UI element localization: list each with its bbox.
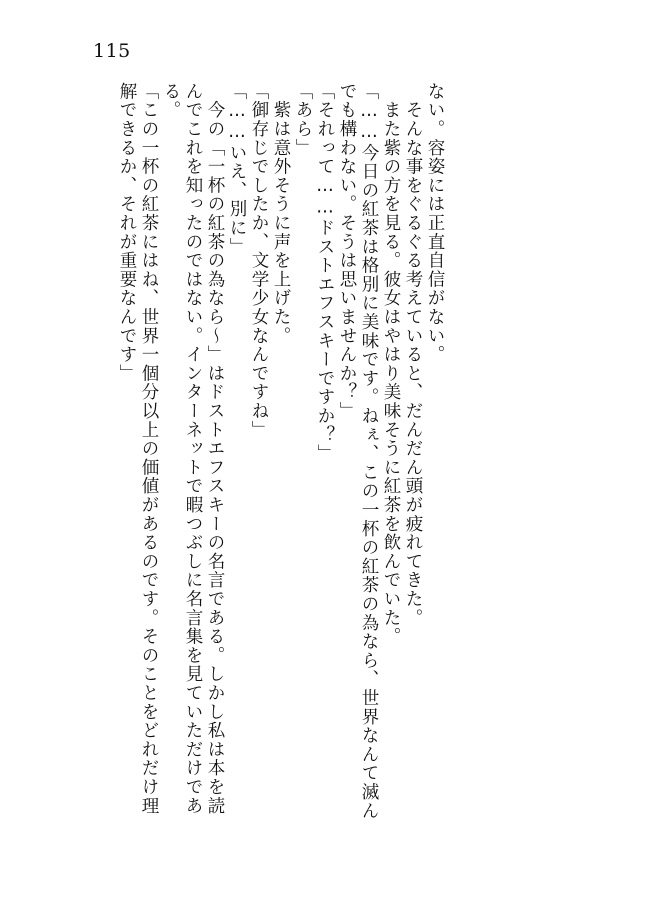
text-line: ない。容姿には正直自信がない。	[425, 82, 445, 364]
text-line: 今の「一杯の紅茶の為なら～」はドストエフスキーの名言である。しかし私は本を読	[205, 82, 225, 816]
text-line: んでこれを知ったのではない。インターネットで暇つぶしに名言集を見ていただけであ	[183, 82, 203, 816]
text-line: 解できるか、それが重要なんです」	[117, 82, 137, 383]
text-line: 「……いえ、別に」	[227, 82, 247, 257]
text-line: 紫は意外そうに声を上げた。	[271, 82, 291, 346]
text-line: 「それって……ドストエフスキーですか？」	[315, 82, 335, 463]
text-line: また紫の方を見る。彼女はやはり美味そうに紅茶を飲んでいた。	[381, 82, 401, 646]
text-line: 「あら」	[293, 82, 313, 158]
text-line: でも構わない。そうは思いませんか？」	[337, 82, 357, 421]
page-number: 115	[93, 40, 131, 62]
body-text	[117, 82, 446, 842]
text-line: 「御存じでしたか、文学少女なんですね」	[249, 82, 269, 440]
text-line: 「この一杯の紅茶にはね、世界一個分以上の価値があるのです。そのことをどれだけ理	[139, 82, 159, 816]
text-line: 「……今日の紅茶は格別に美味です。ねぇ、この一杯の紅茶の為なら、世界なんて滅ん	[359, 82, 379, 821]
text-line: る。	[161, 82, 181, 120]
text-line: そんな事をぐるぐる考えていると、だんだん頭が疲れてきた。	[403, 82, 423, 628]
